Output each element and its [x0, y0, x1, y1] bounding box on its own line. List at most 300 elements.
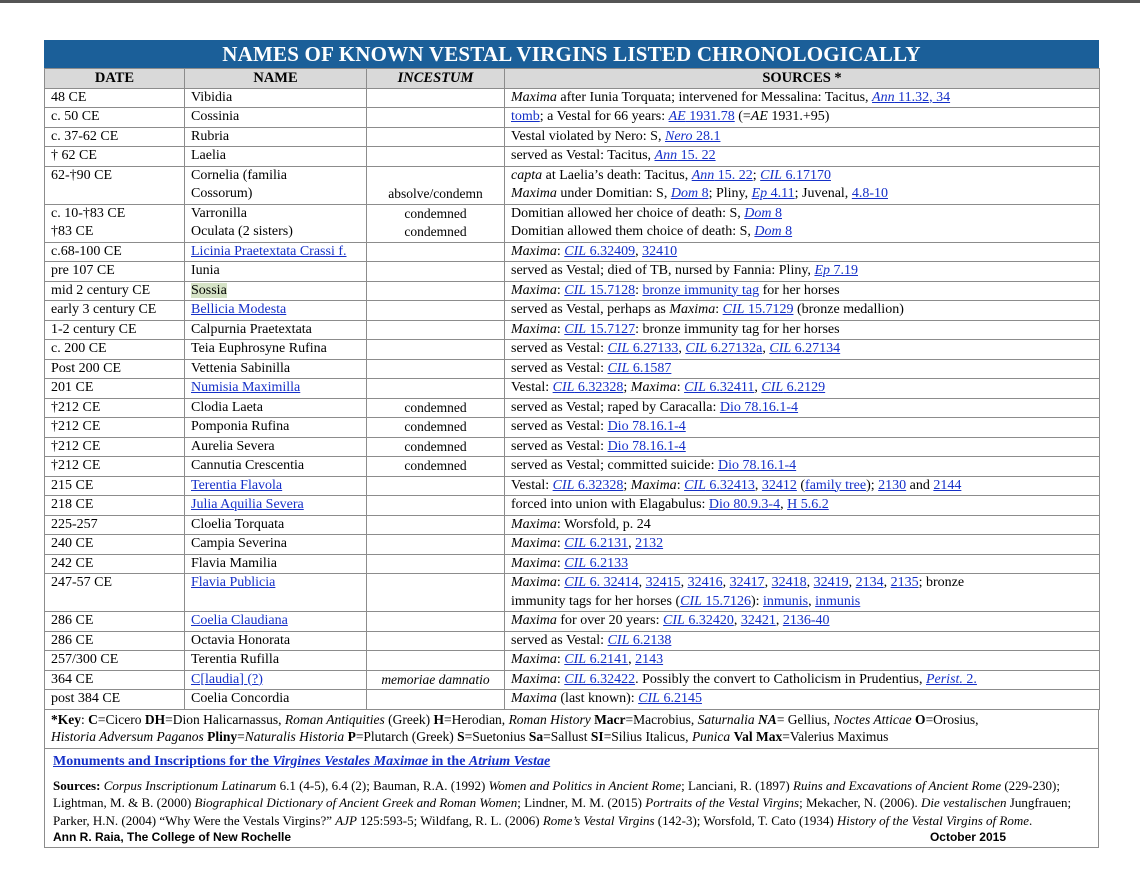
highlighted-name: Sossia	[191, 282, 227, 298]
cell-date: 218 CE	[45, 496, 185, 516]
italic-text: Noctes Atticae	[833, 711, 912, 727]
table-row	[45, 301, 1100, 321]
source-link[interactable]: 32418	[771, 575, 807, 590]
name-link[interactable]: Licinia Praetextata Crassi f.	[191, 243, 347, 259]
cell-incestum	[367, 515, 505, 535]
cell-sources	[505, 108, 1100, 128]
cell-sources	[505, 496, 1100, 516]
italic-text: Ruins and Excavations of Ancient Rome	[793, 777, 1002, 793]
italic-text: Maxima	[511, 575, 557, 590]
source-link[interactable]: 32419	[813, 575, 849, 590]
sources-line: served as Vestal; committed suicide: Dio 78.16.1-4	[511, 458, 797, 473]
table-row	[45, 147, 1100, 167]
source-link[interactable]: Ann 11.32, 34	[872, 89, 951, 105]
bold-text: Pliny	[207, 729, 238, 744]
sources-line: forced into union with Elagabulus: Dio 80.9.3-4, H 5.6.2	[511, 497, 829, 512]
cell-date: c.68-100 CE	[45, 242, 185, 262]
sources-line: Domitian allowed her choice of death: S, Dom 8	[511, 205, 782, 221]
cell-date: 48 CE	[45, 88, 185, 108]
italic-text: Maxima	[630, 477, 677, 493]
source-link[interactable]: CIL 6.2133	[564, 555, 629, 571]
cell-sources	[505, 612, 1100, 632]
cell-date: mid 2 century CE	[45, 281, 185, 301]
sources-line: Maxima: CIL 6.32409, 32410	[511, 243, 678, 259]
monuments-link[interactable]: Monuments and Inscriptions for the Virgines Vestales Maximae in the Atrium Vestae	[53, 753, 551, 769]
cell-sources	[505, 340, 1100, 360]
cell-sources	[505, 166, 1100, 204]
header-sources: SOURCES *	[505, 69, 1100, 89]
cell-sources	[505, 88, 1100, 108]
bold-text: C	[88, 711, 98, 727]
source-link[interactable]: 2135	[890, 575, 919, 590]
cell-incestum: condemned	[367, 223, 505, 242]
cell-name: Terentia Rufilla	[185, 651, 367, 671]
sources-line: Maxima: Worsfold, p. 24	[511, 516, 651, 532]
bold-text: Sa	[528, 729, 544, 744]
source-link[interactable]: CIL 6.32413	[684, 477, 755, 493]
bold-text: Macr	[594, 711, 626, 727]
cell-sources	[505, 320, 1100, 340]
cell-incestum	[367, 574, 505, 612]
source-link[interactable]: CIL 15.7128	[564, 282, 636, 298]
header-incestum: INCESTUM	[367, 69, 505, 89]
italic-text: Maxima	[511, 555, 557, 571]
italic-text: Saturnalia	[697, 711, 755, 727]
monuments-link-row	[44, 749, 1099, 774]
source-link[interactable]: CIL 6.32420	[663, 613, 734, 628]
table-row	[45, 108, 1100, 128]
cell-name: Cannutia Crescentia	[185, 457, 367, 477]
cell-name: Teia Euphrosyne Rufina	[185, 340, 367, 360]
source-link[interactable]: CIL 6.32328	[552, 477, 624, 493]
cell-date: c. 37-62 CE	[45, 127, 185, 147]
table-row	[45, 127, 1100, 147]
source-link[interactable]: CIL 15.7129	[722, 302, 794, 317]
source-link[interactable]: 32416	[687, 575, 723, 590]
source-link[interactable]: CIL 6.27132a	[685, 341, 763, 356]
bold-text: H	[433, 711, 444, 727]
cell-incestum: memoriae damnatio	[367, 670, 505, 690]
italic-text: Maxima	[511, 243, 557, 259]
name-link[interactable]: Julia Aquilia Severa	[191, 497, 304, 512]
cell-incestum	[367, 166, 505, 204]
source-link[interactable]: Dio 78.16.1-4	[607, 419, 686, 434]
sources-line: Maxima under Domitian: S, Dom 8; Pliny, Ep 4.11; Juvenal, 4.8-10	[511, 186, 888, 201]
cell-sources	[505, 437, 1100, 457]
italic-text: Historia Adversum Paganos	[51, 729, 204, 744]
sources-line: Domitian allowed them choice of death: S, Dom 8	[511, 224, 793, 239]
bold-italic-text: NA	[758, 711, 777, 727]
italic-text: Maxima	[511, 89, 557, 105]
incestum-line: absolve/condemn	[388, 186, 483, 201]
cell-sources	[505, 554, 1100, 574]
cell-name: Calpurnia Praetextata	[185, 320, 367, 340]
source-link[interactable]: 4.8-10	[851, 186, 888, 201]
name-link[interactable]: C[laudia] (?)	[191, 671, 263, 687]
cell-incestum	[367, 262, 505, 282]
cell-sources	[505, 690, 1100, 710]
sources-line: Maxima: CIL 6.2133	[511, 555, 629, 571]
footer-date: October 2015	[929, 830, 1006, 844]
vestal-document	[44, 40, 1099, 848]
source-link[interactable]: CIL 6.2129	[761, 380, 826, 395]
table-row	[45, 476, 1100, 496]
sources-line: served as Vestal; raped by Caracalla: Dio 78.16.1-4	[511, 399, 799, 415]
italic-text: Roman History	[508, 711, 591, 727]
cell-incestum	[367, 108, 505, 128]
cell-name: Campia Severina	[185, 535, 367, 555]
cell-date: 286 CE	[45, 612, 185, 632]
sources-line: served as Vestal; died of TB, nursed by Fannia: Pliny, Ep 7.19	[511, 263, 858, 278]
cell-name	[185, 242, 367, 262]
source-link[interactable]: CIL 15.7127	[564, 321, 636, 337]
sources-line: capta at Laelia’s death: Tacitus, Ann 15. 22; CIL 6.17170	[511, 167, 831, 183]
source-link[interactable]: 32410	[642, 243, 678, 259]
table-row	[45, 437, 1100, 457]
bold-text: SI	[590, 729, 604, 744]
name-link[interactable]: Coelia Claudiana	[191, 613, 288, 628]
bold-text: Val Max	[733, 729, 783, 744]
sources-line: served as Vestal: Dio 78.16.1-4	[511, 438, 686, 454]
source-link[interactable]: AE 1931.78	[668, 109, 735, 124]
source-link[interactable]: CIL 6.1587	[607, 360, 672, 376]
cell-sources	[505, 457, 1100, 477]
table-row	[45, 515, 1100, 535]
cell-sources	[505, 379, 1100, 399]
italic-text: Roman Antiquities	[284, 711, 385, 727]
table-row	[45, 88, 1100, 108]
italic-text: Virgines Vestales Maximae	[272, 753, 429, 769]
source-link[interactable]: Ep 4.11	[751, 186, 795, 201]
sources-line: served as Vestal: Dio 78.16.1-4	[511, 419, 686, 434]
source-link[interactable]: Dom 8	[744, 205, 782, 221]
cell-sources	[505, 359, 1100, 379]
table-row	[45, 223, 1100, 242]
sources-line: Maxima for over 20 years: CIL 6.32420, 32421, 2136-40	[511, 613, 830, 628]
cell-incestum	[367, 612, 505, 632]
source-link[interactable]: 32421	[740, 613, 776, 628]
italic-text: Maxima	[511, 613, 557, 628]
source-link[interactable]: H 5.6.2	[787, 497, 829, 512]
cell-date: 247-57 CE	[45, 574, 185, 612]
source-link[interactable]: Dio 78.16.1-4	[719, 399, 799, 415]
cell-sources	[505, 262, 1100, 282]
source-link[interactable]: 2132	[635, 536, 664, 551]
source-link[interactable]: Ann 15. 22	[691, 167, 753, 183]
table-row	[45, 281, 1100, 301]
italic-text: Die vestalischen	[920, 795, 1007, 810]
source-link[interactable]: 2143	[635, 652, 664, 667]
cell-date: 242 CE	[45, 554, 185, 574]
cell-name: Iunia	[185, 262, 367, 282]
table-row	[45, 554, 1100, 574]
table-header-row	[45, 69, 1100, 89]
cell-incestum	[367, 301, 505, 321]
cell-date: 240 CE	[45, 535, 185, 555]
source-link[interactable]: 2130	[878, 477, 907, 493]
source-link[interactable]: CIL 6.2131	[564, 536, 629, 551]
sources-line: Maxima: CIL 6.32422. Possibly the convert to Catholicism in Prudentius, Perist. 2.	[511, 671, 977, 687]
source-link[interactable]: 2134	[855, 575, 884, 590]
sources-line: Maxima: CIL 15.7128: bronze immunity tag for her horses	[511, 282, 840, 298]
source-link[interactable]: inmunis	[815, 593, 861, 609]
source-link[interactable]: 2136-40	[782, 613, 830, 628]
source-link[interactable]: 32412	[761, 477, 797, 493]
source-link[interactable]: CIL 6.27134	[769, 341, 841, 356]
table-row	[45, 457, 1100, 477]
source-link[interactable]: Perist. 2.	[925, 671, 977, 687]
cell-date: † 62 CE	[45, 147, 185, 167]
sources-label: Sources:	[53, 777, 101, 793]
source-link[interactable]: CIL 6.32411	[684, 380, 755, 395]
cell-name	[185, 301, 367, 321]
cell-sources	[505, 631, 1100, 651]
table-row	[45, 574, 1100, 612]
cell-sources	[505, 418, 1100, 438]
cell-date: †212 CE	[45, 418, 185, 438]
cell-date: Post 200 CE	[45, 359, 185, 379]
table-body	[45, 88, 1100, 709]
cell-sources	[505, 281, 1100, 301]
italic-text: Maxima	[511, 516, 557, 532]
sources-line: Maxima: CIL 6.2131, 2132	[511, 536, 664, 551]
source-link[interactable]: bronze immunity tag	[642, 282, 760, 298]
bold-text: DH	[144, 711, 166, 727]
source-link[interactable]: 2144	[933, 477, 962, 493]
table-row	[45, 379, 1100, 399]
cell-name: Flavia Mamilia	[185, 554, 367, 574]
cell-sources	[505, 670, 1100, 690]
cell-incestum	[367, 535, 505, 555]
sources-line: served as Vestal: CIL 6.2138	[511, 632, 672, 648]
cell-sources	[505, 204, 1100, 223]
cell-incestum	[367, 651, 505, 671]
source-link[interactable]: Ep 7.19	[814, 263, 858, 278]
cell-incestum	[367, 320, 505, 340]
italic-text: Maxima	[511, 282, 557, 298]
italic-text: capta	[511, 167, 543, 183]
sources-line: tomb; a Vestal for 66 years: AE 1931.78 (=AE 1931.+95)	[511, 109, 830, 124]
cell-date: c. 50 CE	[45, 108, 185, 128]
document-title: NAMES OF KNOWN VESTAL VIRGINS LISTED CHRONOLOGICALLY	[44, 40, 1099, 68]
source-link[interactable]: CIL 6.27133	[607, 341, 679, 356]
source-link[interactable]: CIL 6.32409	[564, 243, 636, 259]
cell-name: Aurelia Severa	[185, 437, 367, 457]
italic-text: Maxima	[511, 536, 557, 551]
cell-date: †212 CE	[45, 398, 185, 418]
table-row	[45, 651, 1100, 671]
cell-sources	[505, 242, 1100, 262]
cell-incestum	[367, 242, 505, 262]
table-row	[45, 670, 1100, 690]
table-row	[45, 496, 1100, 516]
source-link[interactable]: CIL 6. 32414	[564, 575, 639, 590]
italic-text: Punica	[691, 729, 731, 744]
italic-text: Rome’s Vestal Virgins	[542, 812, 655, 828]
cell-date: c. 200 CE	[45, 340, 185, 360]
cell-sources	[505, 476, 1100, 496]
source-link[interactable]: tomb	[511, 109, 540, 124]
key-line-1: *Key: C=Cicero DH=Dion Halicarnassus, Roman Antiquities (Greek) H=Herodian, Roman History Macr=Macrobius, Saturnalia NA= Gellius, Noctes Atticae O=Orosius,	[51, 711, 979, 727]
source-link[interactable]: inmunis	[763, 593, 809, 609]
sources-line: Vestal violated by Nero: S, Nero 28.1	[511, 128, 721, 144]
cell-date: †212 CE	[45, 457, 185, 477]
cell-name: Octavia Honorata	[185, 631, 367, 651]
source-link[interactable]: CIL 6.2141	[564, 652, 629, 667]
header-date: DATE	[45, 69, 185, 89]
italic-text: Portraits of the Vestal Virgins	[645, 795, 800, 810]
source-link[interactable]: Nero 28.1	[664, 128, 721, 144]
cell-incestum	[367, 359, 505, 379]
italic-text: Maxima	[630, 380, 677, 395]
cell-incestum	[367, 340, 505, 360]
source-link[interactable]: CIL 15.7126	[680, 593, 751, 609]
bold-text: *Key	[51, 711, 81, 727]
name-line: Cossorum)	[191, 186, 253, 201]
italic-text: AJP	[335, 812, 357, 828]
incestum-line	[373, 167, 498, 186]
italic-text: Biographical Dictionary of Ancient Greek and Roman Women	[194, 795, 518, 810]
cell-name: Vettenia Sabinilla	[185, 359, 367, 379]
cell-incestum	[367, 690, 505, 710]
sources-line: immunity tags for her horses (CIL 15.7126): inmunis, inmunis	[511, 593, 861, 609]
cell-date: early 3 century CE	[45, 301, 185, 321]
cell-name: Cloelia Torquata	[185, 515, 367, 535]
cell-sources	[505, 398, 1100, 418]
cell-sources	[505, 651, 1100, 671]
cell-incestum	[367, 554, 505, 574]
name-line: Cornelia (familia	[191, 167, 288, 183]
name-link[interactable]: Bellicia Modesta	[191, 302, 287, 317]
cell-name: Clodia Laeta	[185, 398, 367, 418]
italic-text: Maxima	[511, 652, 557, 667]
sources-line: Vestal: CIL 6.32328; Maxima: CIL 6.32413, 32412 (family tree); 2130 and 2144	[511, 477, 962, 493]
source-link[interactable]: 32417	[729, 575, 765, 590]
cell-name: Vibidia	[185, 88, 367, 108]
table-row	[45, 612, 1100, 632]
cell-name	[185, 496, 367, 516]
cell-incestum	[367, 496, 505, 516]
footer	[53, 829, 1090, 845]
source-link[interactable]: CIL 6.32422	[564, 671, 636, 687]
table-row	[45, 631, 1100, 651]
sources-line: Maxima: CIL 15.7127: bronze immunity tag for her horses	[511, 321, 840, 337]
cell-date: 215 CE	[45, 476, 185, 496]
table-row	[45, 204, 1100, 223]
cell-name	[185, 574, 367, 612]
cell-date: 257/300 CE	[45, 651, 185, 671]
cell-incestum: condemned	[367, 437, 505, 457]
source-link[interactable]: CIL 6.17170	[760, 167, 831, 183]
table-row	[45, 320, 1100, 340]
source-link[interactable]: Dio 80.9.3-4	[708, 497, 781, 512]
source-link[interactable]: Dio 78.16.1-4	[717, 458, 797, 473]
name-link[interactable]: Numisia Maximilla	[191, 380, 301, 395]
table-row	[45, 690, 1100, 710]
sources-line: served as Vestal: CIL 6.1587	[511, 360, 672, 376]
sources-line: Maxima: CIL 6. 32414, 32415, 32416, 32417, 32418, 32419, 2134, 2135; bronze	[511, 575, 965, 590]
cell-date: 286 CE	[45, 631, 185, 651]
cell-date: †83 CE	[45, 223, 185, 242]
table-row	[45, 242, 1100, 262]
cell-date: 62-†90 CE	[45, 166, 185, 204]
cell-date: 201 CE	[45, 379, 185, 399]
cell-name	[185, 670, 367, 690]
cell-name: Coelia Concordia	[185, 690, 367, 710]
cell-date: 364 CE	[45, 670, 185, 690]
cell-incestum	[367, 631, 505, 651]
italic-text: Maxima	[511, 691, 557, 706]
footer-author: Ann R. Raia, The College of New Rochelle	[53, 830, 292, 844]
bold-text: P	[347, 729, 356, 744]
cell-incestum	[367, 127, 505, 147]
cell-sources	[505, 515, 1100, 535]
cell-name: Laelia	[185, 147, 367, 167]
cell-name: Cossinia	[185, 108, 367, 128]
cell-date: †212 CE	[45, 437, 185, 457]
cell-incestum	[367, 88, 505, 108]
sources-text: Corpus Inscriptionum Latinarum 6.1 (4-5), 6.4 (2); Bauman, R.A. (1992) Women and Politics in Ancient Rome; Lanciani, R. (1897) Ruins and Excavations of Ancient Rome (229-230); Lightman, M. & B. (2000) Biographical Dictionary of Ancient Greek and Roman Women; Lindner, M. M. (2015) Portraits of the Vestal Virgins; Mekacher, N. (2006). Die vestalischen Jungfrauen; Parker, H.N. (2004) “Why Were the Vestals Virgins?” AJP 125:593-5; Wildfang, R. L. (2006) Rome’s Vestal Virgins (142-3); Worsfold, T. Cato (1934) History of the Vestal Virgins of Rome.	[53, 777, 1072, 828]
table-row	[45, 166, 1100, 204]
table-row	[45, 340, 1100, 360]
source-link[interactable]: CIL 6.32328	[552, 380, 624, 395]
source-link[interactable]: Dom 8	[754, 224, 793, 239]
cell-date: 225-257	[45, 515, 185, 535]
cell-incestum: condemned	[367, 457, 505, 477]
name-link[interactable]: Flavia Publicia	[191, 575, 276, 590]
cell-incestum: condemned	[367, 204, 505, 223]
italic-text: Naturalis Historia	[244, 729, 345, 744]
cell-incestum	[367, 281, 505, 301]
source-link[interactable]: CIL 6.2145	[638, 691, 702, 706]
italic-text: Maxima	[511, 321, 557, 337]
cell-name: Pomponia Rufina	[185, 418, 367, 438]
cell-sources	[505, 535, 1100, 555]
source-link[interactable]: CIL 6.2138	[607, 632, 672, 648]
cell-name	[185, 379, 367, 399]
cell-sources	[505, 301, 1100, 321]
cell-name	[185, 166, 367, 204]
italic-text: Maxima	[511, 671, 557, 687]
source-link[interactable]: Ann 15. 22	[654, 148, 716, 163]
source-link[interactable]: 32415	[645, 575, 681, 590]
source-link[interactable]: Dom 8	[670, 186, 709, 201]
cell-sources	[505, 147, 1100, 167]
sources-line: Maxima: CIL 6.2141, 2143	[511, 652, 664, 667]
italic-text: AE	[750, 109, 768, 124]
vestal-table	[44, 68, 1100, 710]
cell-name: Varronilla	[185, 204, 367, 223]
cell-name: Oculata (2 sisters)	[185, 223, 367, 242]
cell-name: Rubria	[185, 127, 367, 147]
source-link[interactable]: family tree	[805, 477, 867, 493]
sources-line: served as Vestal: CIL 6.27133, CIL 6.27132a, CIL 6.27134	[511, 341, 841, 356]
cell-incestum	[367, 147, 505, 167]
cell-sources	[505, 223, 1100, 242]
source-link[interactable]: Dio 78.16.1-4	[607, 438, 686, 454]
cell-incestum: condemned	[367, 418, 505, 438]
cell-incestum: condemned	[367, 398, 505, 418]
name-link[interactable]: Terentia Flavola	[191, 477, 283, 493]
bold-text: O	[915, 711, 926, 727]
cell-date: c. 10-†83 CE	[45, 204, 185, 223]
table-row	[45, 418, 1100, 438]
cell-name	[185, 612, 367, 632]
cell-incestum	[367, 379, 505, 399]
table-row	[45, 535, 1100, 555]
bold-text: S	[457, 729, 465, 744]
sources-line: Maxima (last known): CIL 6.2145	[511, 691, 702, 706]
